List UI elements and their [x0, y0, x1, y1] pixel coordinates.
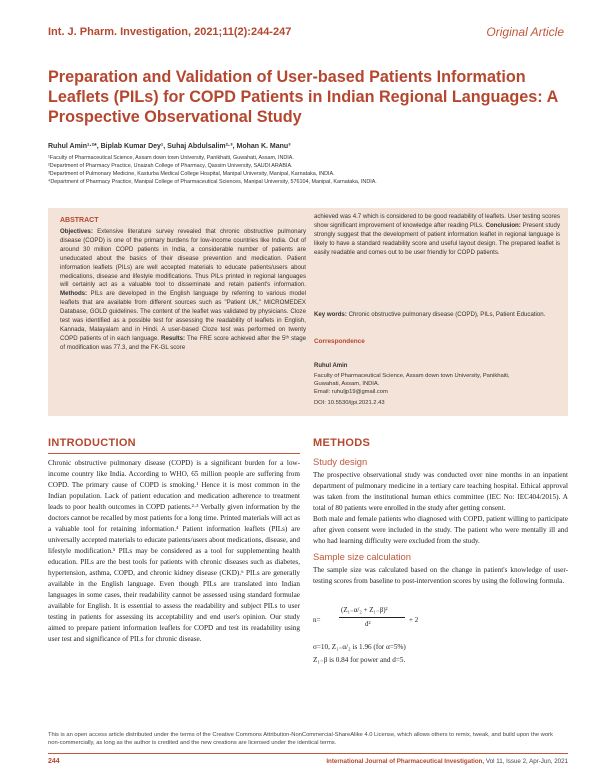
formula-parameters-2: Z₁₋β is 0.84 for power and d=5. — [313, 656, 406, 664]
objectives-text: Extensive literature survey revealed that chronic obstructive pulmonary disease (COPD) is one of the primary burdens for low-income countries like India. Out of around 30 million COPD patients in India, a considerable number of patients are uneducated about the basics of their disease prevention and medication. Patient information leaflets (PILs) are well accepted materials to educate patients/users about medications, disease and lifestyle modifications. Thus PILs printed in regional languages will certainly act as a valuable tool to disseminate and retain patient's information. — [60, 228, 306, 289]
journal-reference: Int. J. Pharm. Investigation, 2021;11(2):244-247 — [48, 26, 292, 38]
objectives-label: Objectives: — [60, 228, 93, 235]
sample-size-heading: Sample size calculation — [313, 551, 411, 562]
abstract-heading: ABSTRACT — [60, 217, 99, 224]
article-doi[interactable]: DOI: 10.5530/ijpi.2021.2.43 — [314, 400, 385, 406]
formula-parameters-1: σ=10, Z₁₋α/₂ is 1.96 (for α=5%) — [313, 643, 406, 651]
article-type-label: Original Article — [486, 25, 564, 39]
author-list: Ruhul Amin¹·²*, Biplab Kumar Dey¹, Suhaj Abdulsalim²·³, Mohan K. Manu³ — [48, 143, 291, 150]
abstract-box — [48, 208, 568, 416]
formula-denominator: d² — [365, 620, 371, 628]
study-design-paragraph-2: Both male and female patients who diagnosed with COPD, patient willing to participate after given consent were included in the study. The patient who were mentally ill and who had learning difficulty were excluded from the study. — [313, 515, 568, 545]
affiliation-1: ¹Faculty of Pharmaceutical Science, Assam down town University, Panikhaiti, Guwahati, Assam, INDIA. — [48, 155, 294, 161]
keywords-label: Key words: — [314, 311, 347, 318]
introduction-text: Chronic obstructive pulmonary disease (COPD) is a significant burden for a low-income country like India. According to WHO, 65 million people are suffering from COPD. The primary cause of COPD is smoking.¹ Hence it is most common in the Indian population. Lack of patient education and medication adherence to treatment leads to poor health outcomes in COPD patients.²·³ Verbally given information by the doctors cannot be recalled by most patients for a long time. Printed materials will act as a valuable tool for retaining information.⁴ Patient information leaflets (PILs) are universally accepted materials to educate patients/users about medications, disease, and lifestyle modification.⁵ PILs may be considered as a tool for supplementing health education. PILs are the best tools for patients with chronic diseases such as diabetes, hypertension, asthma, COPD, and chronic kidney disease (CKD).⁶ PILs are generally available in the English language. Even though PILs are translated into Indian languages in some cases, their readability cannot be assessed using standard formulae available for English. It is essential to assess the readability and subject PILs to user testing in patients for assessing its acceptability and end user's opinion. Our study aimed to prepare patient information leaflets for COPD and test its readability using user test and significance of PILs for chronic disease. — [48, 459, 300, 643]
correspondence-heading: Correspondence — [314, 338, 365, 345]
keywords — [314, 311, 560, 320]
footer-journal-info — [326, 758, 568, 765]
correspondence-address-2: Guwahati, Assam, INDIA. — [314, 381, 380, 387]
license-notice: This is an open access article distributed under the terms of the Creative Commons Attribution-NonCommercial-ShareAlike 4.0 License, which allows others to remix, tweak, and build upon the work non-commercially, as long as the author is credited and the new creations are licensed under the identical terms. — [48, 732, 553, 746]
abstract-right-column — [314, 213, 560, 258]
methods-text: PILs are developed in the English language by referring to various model leaflets that are available from different sources such as "Patient UK," MICROMEDEX Database, GOLD guidelines. The content of the leaflet was validated by physicians. Cloze test was identified as a possible test for assessing the readability of leaflets in English, Kannada, Malayalam and in Hindi. A user-based Cloze test was performed on twenty COPD patients of in each language. — [60, 290, 306, 342]
study-design-paragraph-1: The prospective observational study was conducted over nine months in an inpatient department of pulmonary medicine in a tertiary care teaching hospital. Ethical approval was taken from the institutional human ethics committee (IEC No: IEC404/2015). A total of 80 patients were enrolled in the study after getting consent. — [313, 471, 568, 512]
page-number: 244 — [48, 758, 60, 765]
study-design-heading: Study design — [313, 456, 368, 467]
abstract-left-column — [60, 228, 306, 353]
article-title: Preparation and Validation of User-based Patients Information Leaflets (PILs) for COPD Patients in Indian Regional Languages: A Prospective Observational Study — [48, 68, 558, 126]
correspondence-email[interactable]: Email: ruhuljp19@gmail.com — [314, 389, 388, 395]
formula-numerator: (Z₁₋α/₂ + Z₁₋β)² — [341, 606, 388, 614]
correspondence-address-1: Faculty of Pharmaceutical Science, Assam down town University, Panikhaiti, — [314, 373, 510, 379]
affiliation-3: ³Department of Pulmonary Medicine, Kasturba Medical College Hospital, Manipal University, Manipal, Karnataka, INDIA. — [48, 171, 335, 177]
results-label: Results: — [161, 334, 186, 342]
conclusion-label: Conclusion: — [485, 221, 521, 229]
formula-plus-two: + 2 — [409, 616, 419, 624]
footer-divider — [48, 753, 568, 754]
sample-size-text: The sample size was calculated based on the change in patient's knowledge of user-testing scores from baseline to post-intervention scores by using the following formula. — [313, 566, 568, 585]
affiliation-2: ²Department of Pharmacy Practice, Unaizah College of Pharmacy, Qassim University, SAUDI ARABIA. — [48, 163, 293, 169]
correspondence-name: Ruhul Amin — [314, 363, 348, 369]
results-text-left: The FRE score achieved after the 5ᵗʰ stage of modification was 77.3, and the FK-GL score — [60, 334, 306, 351]
formula-n: n= — [313, 616, 321, 624]
affiliation-4: ⁴Department of Pharmacy Practice, Manipal College of Pharmaceutical Sciences, Manipal University, 576104, Manipal, Karnataka, INDIA. — [48, 179, 377, 185]
results-text-right: achieved was 4.7 which is considered to be good readability of leaflets. User testing scores show significant improvement of knowledge after reading PILs. — [314, 213, 560, 229]
sample-size-formula — [313, 604, 433, 638]
formula-fraction-bar — [339, 617, 405, 618]
methods-label: Methods: — [60, 290, 88, 298]
introduction-heading: INTRODUCTION — [48, 437, 136, 449]
keywords-text: Chronic obstructive pulmonary disease (COPD), PILs, Patient Education. — [348, 311, 546, 318]
methods-heading: METHODS — [313, 437, 371, 449]
footer-journal-name: International Journal of Pharmaceutical Investigation, — [326, 758, 485, 765]
introduction-divider — [48, 453, 300, 454]
footer-issue: Vol 11, Issue 2, Apr-Jun, 2021 — [485, 758, 568, 765]
conclusion-text: Present study strongly suggest that the development of patient information leaflet in regional language is likely to have a standard readability score and useful layout design. The prepared leaflet is easily readable and comes out to be user friendly for COPD patients. — [314, 221, 560, 256]
journal-header — [0, 0, 600, 62]
